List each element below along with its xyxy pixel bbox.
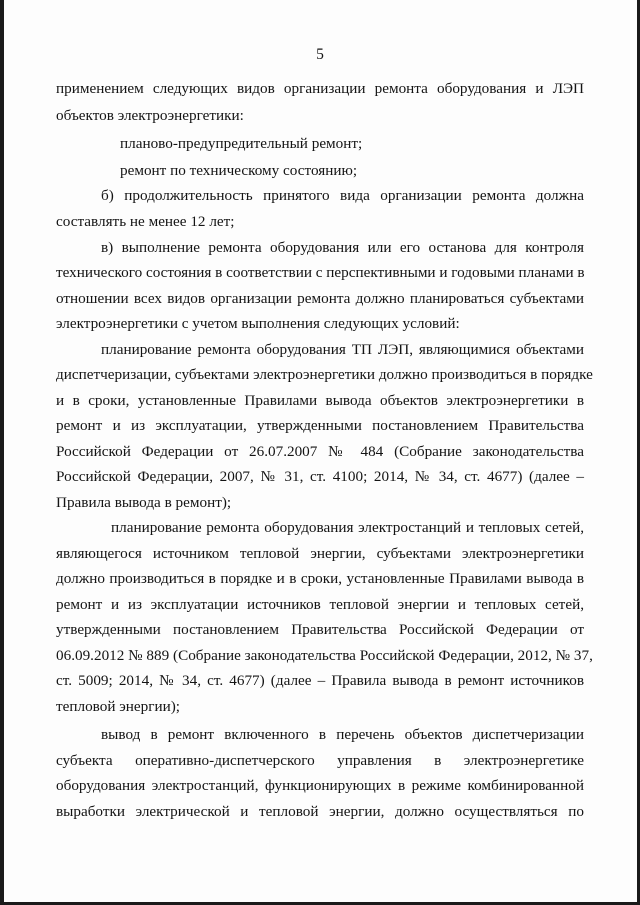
text-line: субъекта оперативно-диспетчерского управления в электроэнергетике <box>56 752 584 769</box>
text-line: ст. 5009; 2014, № 34, ст. 4677) (далее – Правила вывода в ремонт источников <box>56 672 584 689</box>
text-line: являющегося источником тепловой энергии, субъектами электроэнергетики <box>56 545 584 562</box>
text-line: Российской Федерации, 2007, № 31, ст. 4100; 2014, № 34, ст. 4677) (далее – <box>56 468 584 485</box>
text-line: составлять не менее 12 лет; <box>56 213 235 230</box>
text-line: оборудования электростанций, функционирующих в режиме комбинированной <box>56 777 584 794</box>
text-line: планово-предупредительный ремонт; <box>120 135 363 152</box>
text-line: ремонт и из эксплуатации источников тепловой энергии и тепловых сетей, <box>56 596 584 613</box>
text-line: вывод в ремонт включенного в перечень объектов диспетчеризации <box>101 726 584 743</box>
text-line: и в сроки, установленные Правилами вывода объектов электроэнергетики в <box>56 392 584 409</box>
text-line: электроэнергетики с учетом выполнения следующих условий: <box>56 315 460 332</box>
text-line: Правила вывода в ремонт); <box>56 494 232 511</box>
text-line: выработки электрической и тепловой энергии, должно осуществляться по <box>56 803 584 820</box>
text-line: объектов электроэнергетики: <box>56 107 244 124</box>
text-line: в) выполнение ремонта оборудования или его останова для контроля <box>101 239 584 256</box>
text-line: 06.09.2012 № 889 (Собрание законодательства Российской Федерации, 2012, № 37, <box>56 647 593 664</box>
text-line: диспетчеризации, субъектами электроэнергетики должно производиться в порядке <box>56 366 593 383</box>
text-line: планирование ремонта оборудования электростанций и тепловых сетей, <box>111 519 584 536</box>
text-line: должно производиться в порядке и в сроки, установленные Правилами вывода в <box>56 570 584 587</box>
text-line: Российской Федерации от 26.07.2007 № 484 (Собрание законодательства <box>56 443 584 460</box>
text-line: утвержденными постановлением Правительства Российской Федерации от <box>56 621 584 638</box>
scan-border-left <box>0 0 4 905</box>
text-line: технического состояния в соответствии с перспективными и годовыми планами в <box>56 264 585 281</box>
text-line: ремонт и из эксплуатации, утвержденными постановлением Правительства <box>56 417 584 434</box>
page-number: 5 <box>316 46 324 63</box>
text-line: применением следующих видов организации ремонта оборудования и ЛЭП <box>56 80 584 97</box>
text-line: ремонт по техническому состоянию; <box>120 162 358 179</box>
text-line: отношении всех видов организации ремонта должно планироваться субъектами <box>56 290 584 307</box>
text-line: тепловой энергии); <box>56 698 181 715</box>
text-line: б) продолжительность принятого вида организации ремонта должна <box>101 187 584 204</box>
text-line: планирование ремонта оборудования ТП ЛЭП, являющимися объектами <box>101 341 584 358</box>
